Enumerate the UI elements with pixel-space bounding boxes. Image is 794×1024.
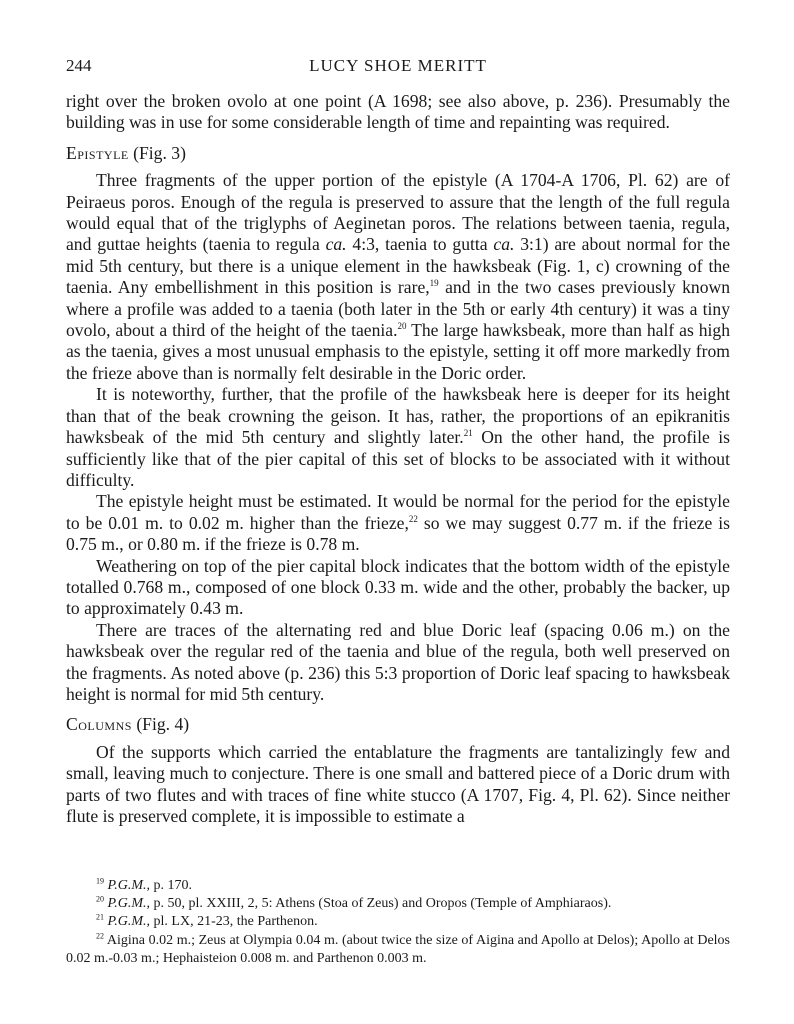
running-head: LUCY SHOE MERITT <box>309 56 487 75</box>
footnote-19 <box>66 877 730 895</box>
footnote-abbrev: P.G.M. <box>107 896 147 912</box>
paragraph-intro: right over the broken ovolo at one point (A 1698; see also above, p. 236). Presumably the building was in use for some considerable length of time and repainting was required. <box>66 91 730 133</box>
italic-ca: ca. <box>325 234 347 255</box>
footnote-20 <box>66 895 730 913</box>
text-span: It is noteworthy, further, that the profile of the hawksbeak here is deeper for its height than that of the beak crowning the geison. It has, rather, the proportions of an epikranitis hawksbeak of the mid 5th century and slightly later. <box>66 384 730 448</box>
text-span: The epistyle height must be estimated. It would be normal for the period for the epistyle to be 0.01 m. to 0.02 m. higher than the frieze, <box>66 491 730 533</box>
columns-heading-fig: (Fig. 4) <box>131 714 190 735</box>
footnote-text: , pl. LX, 21-23, the Parthenon. <box>146 914 318 930</box>
footnote-abbrev: P.G.M. <box>107 914 147 930</box>
running-header <box>66 56 730 78</box>
footnote-text: Aigina 0.02 m.; Zeus at Olympia 0.04 m. (about twice the size of Aigina and Apollo at Delos); Apollo at Delos 0.02 m.-0.03 m.; Hephaisteion 0.008 m. and Parthenon 0.003 m. <box>66 932 730 966</box>
text-span: 4:3, taenia to gutta <box>346 234 494 255</box>
footnote-21 <box>66 913 730 931</box>
main-text <box>66 91 730 827</box>
text-span: so we may suggest 0.77 m. if the frieze is 0.75 m., or 0.80 m. if the frieze is 0.78 m. <box>66 512 730 555</box>
footnote-text: , p. 50, pl. XXIII, 2, 5: Athens (Stoa of Zeus) and Oropos (Temple of Amphiaraos). <box>146 896 612 912</box>
paragraph-epistyle-1 <box>66 170 730 384</box>
text-span: The large hawksbeak, more than half as high as the taenia, gives a most unusual emphasis to the epistyle, setting it off more markedly from the frieze above than is normally felt desirable in the Doric order. <box>66 320 731 383</box>
italic-ca: ca. <box>493 234 515 255</box>
text-span: and in the two cases previously known where a profile was added to a taenia (both later in the 5th or early 4th century) it was a tiny ovolo, about a third of the height of the taenia. <box>66 277 730 341</box>
footnote-ref-21[interactable]: 21 <box>463 428 473 439</box>
footnote-number: 19 <box>96 876 104 886</box>
footnote-abbrev: P.G.M. <box>107 878 147 893</box>
footnote-ref-19[interactable]: 19 <box>429 278 439 289</box>
paragraph-epistyle-3 <box>66 491 730 555</box>
footnote-ref-20[interactable]: 20 <box>397 321 407 332</box>
footnote-text: , p. 170. <box>146 878 193 893</box>
section-heading-columns <box>66 714 730 735</box>
footnote-number: 21 <box>96 912 104 922</box>
columns-heading-label: Columns <box>66 714 132 735</box>
page-number: 244 <box>66 56 92 75</box>
footnotes <box>66 877 730 968</box>
footnote-22 <box>66 932 730 968</box>
paragraph-epistyle-4: Weathering on top of the pier capital block indicates that the bottom width of the epistyle totalled 0.768 m., composed of one block 0.33 m. wide and the other, probably the backer, up to approximately 0.43 m. <box>66 555 730 619</box>
paragraph-epistyle-5: There are traces of the alternating red and blue Doric leaf (spacing 0.06 m.) on the hawksbeak over the regular red of the taenia and blue of the regula, both well preserved on the fragments. As noted above (p. 236) this 5:3 proportion of Doric leaf spacing to hawksbeak height is normal for mid 5th century. <box>66 619 730 704</box>
footnote-ref-22[interactable]: 22 <box>408 513 418 524</box>
footnote-number: 20 <box>96 894 104 904</box>
footnote-number: 22 <box>96 930 104 940</box>
text-span: On the other hand, the profile is sufficiently like that of the pier capital of this set of blocks to be associated with it without difficulty. <box>66 427 730 490</box>
text-span: 3:1) are about normal for the mid 5th century, but there is a unique element in the hawksbeak (Fig. 1, c) crowning of the taenia. Any embellishment in this position is rare, <box>66 234 731 298</box>
epistyle-heading-label: Epistyle <box>66 142 129 163</box>
paragraph-epistyle-2 <box>66 384 730 491</box>
text-span: Three fragments of the upper portion of the epistyle (A 1704-A 1706, Pl. 62) are of Peiraeus poros. Enough of the regula is preserved to assure that the length of the full regula would equal that of the triglyphs of Aeginetan poros. The relations between taenia, regula, and guttae heights (taenia to regula <box>66 170 730 255</box>
paragraph-columns-1: Of the supports which carried the entablature the fragments are tantalizingly few and small, leaving much to conjecture. There is one small and battered piece of a Doric drum with parts of two flutes and with traces of fine white stucco (A 1707, Fig. 4, Pl. 62). Since neither flute is preserved complete, it is impossible to estimate a <box>66 741 730 826</box>
section-heading-epistyle <box>66 143 730 164</box>
epistyle-heading-fig: (Fig. 3) <box>128 142 186 163</box>
